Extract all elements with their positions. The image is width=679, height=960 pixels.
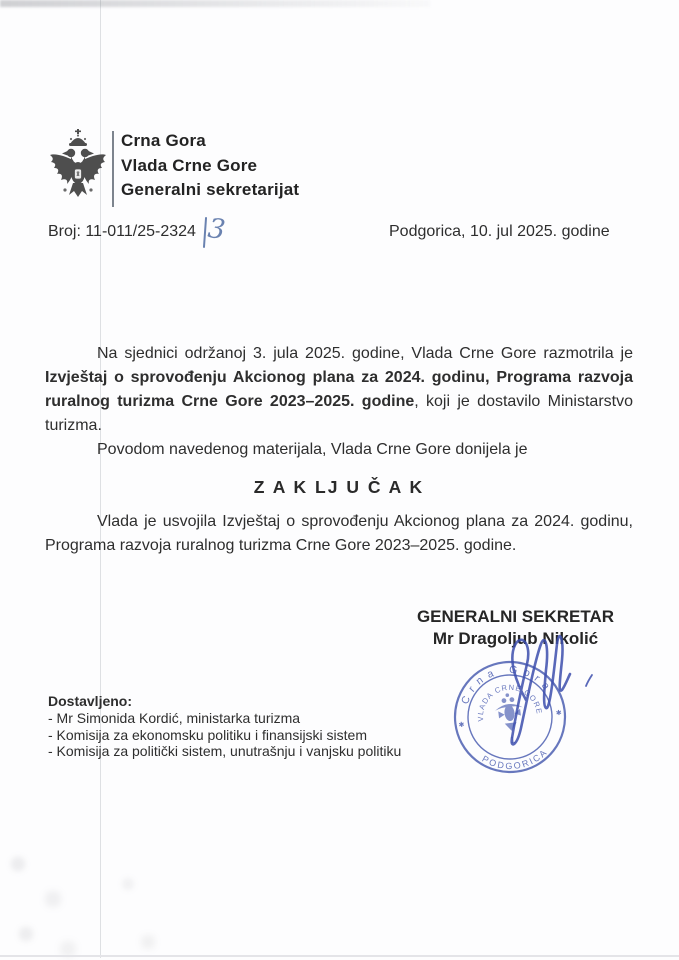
- paragraph1-start: Na sjednici održanoj 3. jula 2025. godine, Vlada Crne Gore razmotrila je: [97, 345, 633, 362]
- letterhead-institution: Vlada Crne Gore: [121, 155, 258, 175]
- signatory-title: GENERALNI SEKRETAR: [416, 607, 615, 626]
- stamp-star-left: ✱: [458, 721, 465, 730]
- paragraph-introduction: [45, 342, 633, 438]
- stamp-star-right: ✱: [555, 709, 563, 718]
- document-body: [45, 342, 633, 558]
- handwritten-number: 3: [206, 213, 228, 246]
- scan-edge-line: [0, 955, 679, 957]
- scan-smudge-bottom-left: [6, 852, 10, 856]
- stamp-bottom-text: PODGORICA: [480, 746, 550, 772]
- scan-smudge-top: [0, 0, 430, 7]
- paragraph1-report-title: Izvještaj o sprovođenju Akcionog plana za 2024. godinu, Programa razvoja ruralnog turizma Crne Gore 2023–2025. godine: [45, 369, 633, 410]
- stamp-center-number: 1: [509, 734, 516, 746]
- distribution-list: [48, 693, 401, 760]
- paragraph-conclusion: Vlada je usvojila Izvještaj o sprovođenju Akcionog plana za 2024. godinu, Programa razvoja ruralnog turizma Crne Gore 2023–2025. godine.: [45, 513, 633, 554]
- letterhead-department: Generalni sekretarijat: [121, 180, 300, 199]
- montenegro-coat-of-arms-icon: [47, 129, 109, 207]
- distribution-item: - Komisija za politički sistem, unutrašnju i vanjsku politiku: [48, 743, 402, 760]
- paragraph1-end: , koji je dostavilo Ministarstvo turizma.: [45, 393, 634, 434]
- stamp-outer-text: Crna Gora: [458, 663, 556, 707]
- letterhead: [121, 129, 299, 203]
- document-number: Broj: 11-011/25-2324: [48, 223, 196, 240]
- distribution-item: - Mr Simonida Kordić, ministarka turizma: [48, 709, 301, 726]
- stamp-ring-text: VLADA CRNE GORE: [475, 682, 544, 722]
- letterhead-country: Crna Gora: [121, 131, 206, 150]
- letterhead-divider: [112, 131, 114, 207]
- distribution-label: Dostavljeno:: [48, 693, 133, 709]
- pen-signature-icon: [486, 628, 606, 756]
- place-and-date: Podgorica, 10. jul 2025. godine: [389, 223, 610, 240]
- paragraph-lead-in: Povodom navedenog materijala, Vlada Crne Gore donijela je: [97, 441, 528, 458]
- distribution-item: - Komisija za ekonomsku politiku i finansijski sistem: [48, 726, 367, 743]
- conclusion-heading: Z A K LJ U Č A K: [253, 477, 425, 497]
- signatory-name: Mr Dragoljub Nikolić: [432, 628, 599, 648]
